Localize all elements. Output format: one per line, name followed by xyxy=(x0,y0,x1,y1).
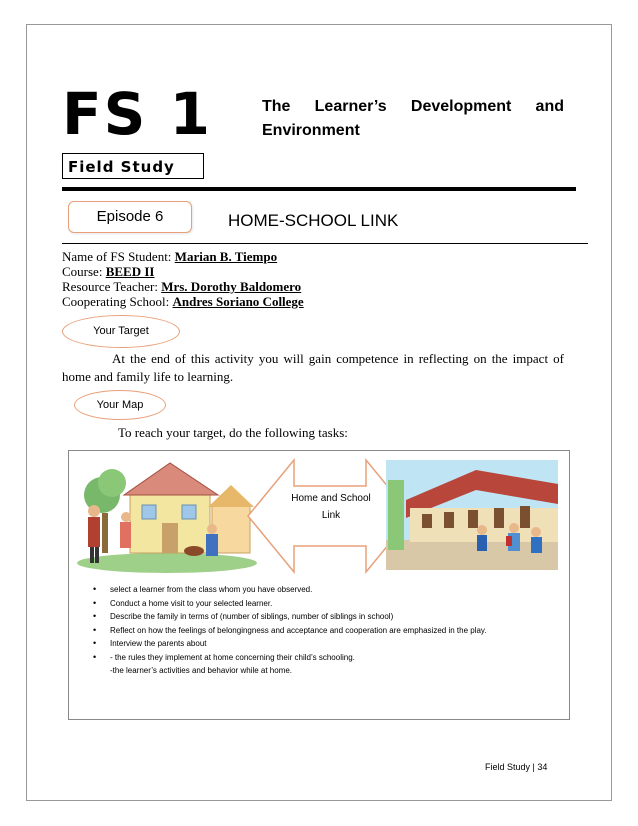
header-rule xyxy=(62,187,576,191)
bullet-icon: • xyxy=(93,638,97,648)
bullet-icon: • xyxy=(93,597,97,608)
field-study-label: Field Study xyxy=(68,158,175,176)
task-item: • select a learner from the class whom you have observed. xyxy=(90,583,570,597)
bullet-icon: • xyxy=(93,651,97,662)
task-item: • Interview the parents about xyxy=(90,637,570,651)
task-item: • - the rules they implement at home concerning their child’s schooling. xyxy=(90,651,570,665)
episode-badge: Episode 6 xyxy=(68,201,192,233)
course-row: Course: BEED II xyxy=(62,264,155,279)
title-rule xyxy=(62,243,588,244)
task-subitem: -the learner’s activities and behavior while at home. xyxy=(110,666,293,675)
task-item: • Describe the family in terms of (number of siblings, number of siblings in school) xyxy=(90,610,570,624)
family-house-illustration xyxy=(72,455,262,573)
school-row: Cooperating School: Andres Soriano College xyxy=(62,294,304,309)
student-info xyxy=(62,249,304,309)
target-paragraph: At the end of this activity you will gain competence in reflecting on the impact of home and family life to learning. xyxy=(62,351,564,384)
school-illustration xyxy=(386,460,558,570)
teacher-row: Resource Teacher: Mrs. Dorothy Baldomero xyxy=(62,279,302,294)
home-school-link-label: Home and School Link xyxy=(291,493,371,521)
tasks-intro: To reach your target, do the following tasks: xyxy=(118,425,348,440)
task-item: • Reflect on how the feelings of belongingness and acceptance and cooperation are emphasized in the play. xyxy=(90,624,570,638)
page-footer: Field Study | 34 xyxy=(485,762,548,772)
bullet-icon: • xyxy=(93,624,97,635)
fs1-logo: FS 1 xyxy=(62,80,212,148)
student-name-row: Name of FS Student: Marian B. Tiempo xyxy=(62,249,278,264)
bullet-icon: • xyxy=(93,584,97,594)
your-target-label: Your Target xyxy=(62,315,180,348)
your-map-label: Your Map xyxy=(74,390,166,420)
task-list xyxy=(90,583,570,678)
bullet-icon: • xyxy=(93,611,97,621)
task-item: • Conduct a home visit to your selected learner. xyxy=(90,597,570,611)
episode-title: HOME-SCHOOL LINK xyxy=(228,211,399,230)
document-title: The Learner’s Development and Environment xyxy=(262,98,564,139)
